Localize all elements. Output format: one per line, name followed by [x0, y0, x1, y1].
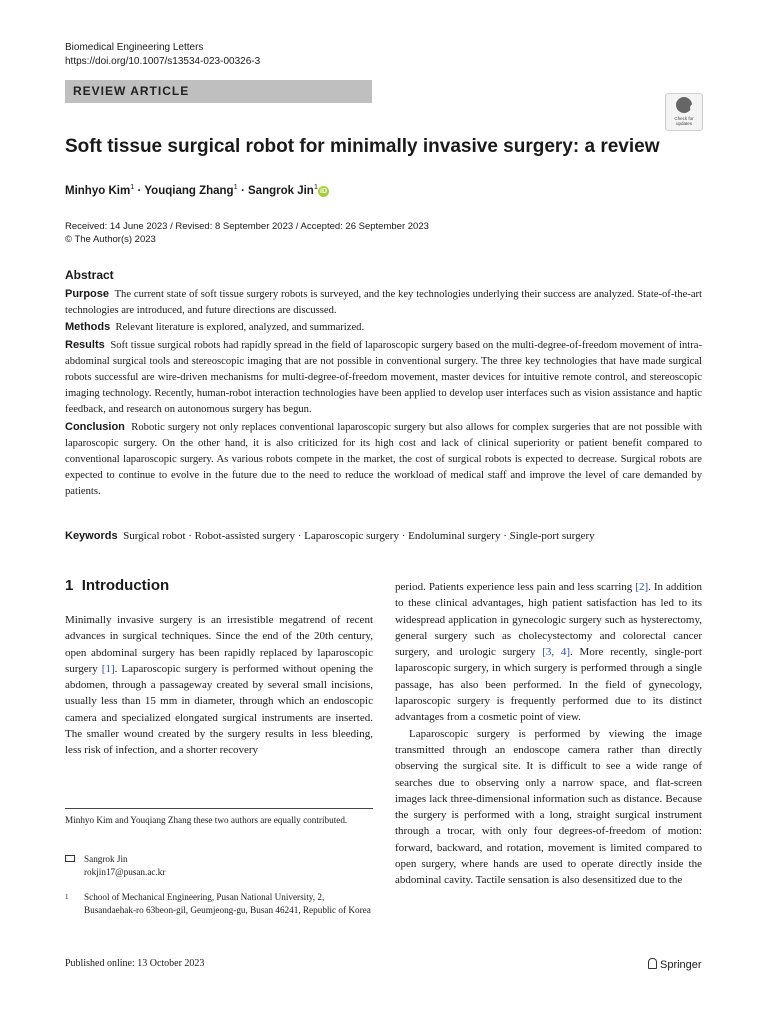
journal-name: Biomedical Engineering Letters	[65, 42, 204, 53]
citation-link[interactable]: [3, 4]	[542, 646, 571, 659]
abstract-results: Results Soft tissue surgical robots had rapidly spread in the field of laparoscopic surgery based on the multi-degree-of-freedom movement of intra-abdominal surgical tools and stereoscopic imaging that are not possible in conventional surgery. The three key technologies that have made surgical robots successful are wire-driven mechanisms for multi-degree-of-freedom movement, master devices for intuitive remote control, and stereoscopic imaging technology. Recently, human-robot interaction technologies have been applied to develop user interfaces such as vision assistance and haptic feedback, and research on autonomous surgery has begun.	[65, 338, 703, 416]
paragraph: Laparoscopic surgery is performed by viewing the image transmitted through an endoscope camera rather than directly observing the surgical site. It is difficult to see a wide range of searches due to observing only a narrow space, and flat-screen images lack three-dimensional information such as distance. Because the surgery is performed with a long, straight surgical instrument through a trocar, with only four degrees-of-freedom of motion: forward, backward, and rotation, movement is limited compared to open surgery, where hands are used to operate directly inside the abdominal cavity. Tactile sensation is also desensitized due to the	[395, 727, 702, 887]
section-number: 1	[65, 577, 74, 594]
check-for-updates-badge[interactable]	[665, 93, 703, 131]
publisher-name: Springer	[660, 959, 702, 971]
springer-horse-icon	[648, 958, 657, 969]
abstract-methods: Methods Relevant literature is explored, analyzed, and summarized.	[65, 321, 365, 334]
conclusion-label: Conclusion	[65, 420, 125, 433]
methods-label: Methods	[65, 321, 111, 334]
keywords-label: Keywords	[65, 530, 118, 542]
copyright-line: © The Author(s) 2023	[65, 234, 156, 245]
abstract-heading: Abstract	[65, 268, 114, 282]
footnote-divider	[65, 808, 373, 809]
equal-contribution-note: Minhyo Kim and Youqiang Zhang these two authors are equally contributed.	[65, 815, 348, 825]
author-separator: ·	[237, 184, 248, 197]
envelope-icon	[65, 855, 75, 862]
author-list	[65, 179, 329, 199]
author-affiliation-mark: 1	[233, 182, 238, 191]
received-dates: Received: 14 June 2023 / Revised: 8 September 2023 / Accepted: 26 September 2023	[65, 221, 429, 232]
author-affiliation-mark: 1	[313, 182, 318, 191]
keywords-line	[65, 528, 702, 544]
citation-link[interactable]: [1]	[101, 662, 115, 675]
affiliation-text: School of Mechanical Engineering, Pusan National University, 2, Busandaehak-ro 63beon-gil, Geumjeong-gu, Busan 46241, Republic of Korea	[84, 892, 371, 915]
publisher-logo	[648, 958, 702, 971]
citation-link[interactable]: [2]	[635, 581, 649, 593]
article-type-label: REVIEW ARTICLE	[73, 84, 190, 98]
section-title: Introduction	[81, 577, 170, 594]
left-column	[65, 612, 373, 759]
corresponding-email[interactable]: rokjin17@pusan.ac.kr	[84, 867, 166, 877]
doi-link[interactable]: https://doi.org/10.1007/s13534-023-00326-3	[65, 56, 261, 67]
published-date: Published online: 13 October 2023	[65, 958, 205, 969]
abstract-conclusion: Conclusion Robotic surgery not only replaces conventional laparoscopic surgery but also allows for complex surgeries that are not possible with laparoscopic surgery. On the other hand, it is also criticized for its high cost and lack of clinical superiority or patient benefit compared to conventional laparoscopic surgery. As various robots compete in the market, the cost of surgical robots is expected to decrease. Surgical robots are expected to continue to evolve in the future due to the need to reduce the workload of medical staff and improve the level of care demanded by patients.	[65, 420, 703, 498]
author-name[interactable]: Sangrok Jin	[248, 184, 314, 197]
abstract-body	[65, 286, 702, 501]
corresponding-name: Sangrok Jin	[84, 854, 128, 864]
paragraph: period. Patients experience less pain and less scarring [2]. In addition to these clinical advantages, high patient satisfaction has led to its widespread application in gynecologic surgery such as hysterectomy, general surgery such as cholecystectomy and colorectal cancer surgery, and urologic surgery [3, 4]. More recently, single-port laparoscopic surgery, in which surgery is performed through a single passage, has also been performed. In the field of gynecology, laparoscopic surgery is frequently performed due to its distinct advantages from a cosmetic point of view.	[395, 581, 703, 724]
affiliation-number: 1	[65, 893, 69, 901]
article-title: Soft tissue surgical robot for minimally invasive surgery: a review	[65, 136, 660, 157]
check-updates-label: Check for updates	[674, 116, 694, 126]
article-history	[65, 220, 429, 246]
results-label: Results	[65, 338, 105, 351]
orcid-icon[interactable]: iD	[320, 187, 327, 195]
paragraph: Minimally invasive surgery is an irresistible megatrend of recent advances in surgical techniques. Since the end of the 20th century, open abdominal surgery has been rapidly replaced by laparoscopic surgery [1]. Laparoscopic surgery is performed without opening the abdomen, through a passageway created by several small incisions, usually less than 15 mm in diameter, through which an endoscopic camera and specialized elongated surgical instruments are inserted. The smaller wound created by the surgery results in less bleeding, less risk of infection, and a shorter recovery	[65, 614, 373, 757]
purpose-label: Purpose	[65, 288, 110, 300]
article-type-badge	[65, 80, 372, 103]
author-name[interactable]: Youqiang Zhang	[144, 184, 234, 197]
keywords-list: Surgical robot · Robot-assisted surgery · Laparoscopic surgery · Endoluminal surgery · Single-port surgery	[123, 530, 595, 542]
right-column	[395, 579, 702, 889]
author-affiliation-mark: 1	[130, 182, 135, 191]
check-updates-icon	[676, 97, 692, 113]
author-separator: ·	[134, 184, 145, 197]
abstract-purpose: Purpose The current state of soft tissue surgery robots is surveyed, and the key technologies underlying their success are analyzed. State-of-the-art technologies are introduced, and future directions are discussed.	[65, 288, 703, 317]
author-name[interactable]: Minhyo Kim	[65, 184, 131, 197]
section-heading	[65, 577, 169, 594]
